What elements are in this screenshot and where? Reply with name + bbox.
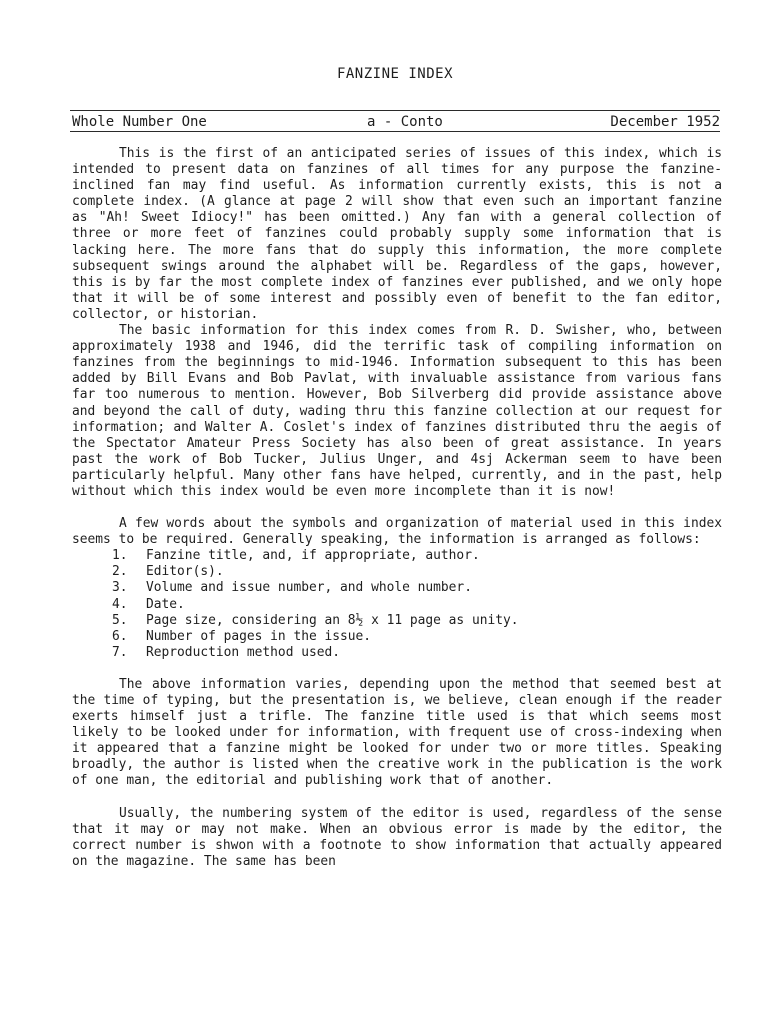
paragraph-sources: The basic information for this index comes from R. D. Swisher, who, between approximately 1938 and 1946, did the terrific task of compiling information on fanzines from the beginnings to mid-1946. Information subsequent to this has been added by Bill Evans and Bob Pavlat, with invaluable assistance from various fans far too numerous to mention. However, Bob Silverberg did provide assistance above and beyond the call of duty, wading thru this fanzine collection at our request for information; and Walter A. Coslet's index of fanzines distributed thru the aegis of the Spectator Amateur Press Society has also been of great assistance. In years past the work of Bob Tucker, Julius Unger, and 4sj Ackerman seem to have been particularly helpful. Many other fans have helped, currently, and in the past, help without which this index would be even more incomplete than it is now!: [72, 323, 722, 499]
header-rule-top: [70, 110, 720, 111]
list-item: 6. Number of pages in the issue.: [112, 628, 372, 644]
issue-number: Whole Number One: [72, 114, 207, 130]
document-body: [72, 146, 722, 870]
list-item: 2. Editor(s).: [112, 564, 224, 580]
list-item: 5. Page size, considering an 8½ x 11 page as unity.: [112, 612, 519, 628]
list-item: 7. Reproduction method used.: [112, 644, 341, 660]
list-item: 3. Volume and issue number, and whole number.: [112, 580, 472, 596]
paragraph-organization: A few words about the symbols and organization of material used in this index seems to be required. Generally speaking, the information is arranged as follows:: [72, 516, 722, 548]
header-rule-bottom: [70, 131, 720, 132]
list-item: 4. Date.: [112, 596, 185, 612]
document-title: FANZINE INDEX: [336, 66, 454, 82]
paragraph-presentation: The above information varies, depending upon the method that seemed best at the time of typing, but the presentation is, we believe, clean enough if the reader exerts himself just a trifle. The fanzine title used is that which seems most likely to be looked under for information, with frequent use of cross-indexing when it appeared that a fanzine might be looked for under two or more titles. Speaking broadly, the author is listed when the creative work in the publication is the work of one man, the editorial and publishing work that of another.: [72, 676, 722, 789]
list-item: 1. Fanzine title, and, if appropriate, author.: [112, 548, 480, 564]
paragraph-intro: This is the first of an anticipated series of issues of this index, which is intended to present data on fanzines of all times for any purpose the fanzine-inclined fan may find useful. As information currently exists, this is not a complete index. (A glance at page 2 will show that even such an important fanzine as "Ah! Sweet Idiocy!" has been omitted.) Any fan with a general collection of three or more feet of fanzines could probably supply some information that is lacking here. The more fans that do supply this information, the more complete subsequent swings around the alphabet will be. Regardless of the gaps, however, this is by far the most complete index of fanzines ever published, and we only hope that it will be of some interest and possibly even of benefit to the fan editor, collector, or historian.: [72, 146, 722, 322]
information-list: [72, 548, 722, 661]
paragraph-numbering: Usually, the numbering system of the editor is used, regardless of the sense that it may or may not make. When an obvious error is made by the editor, the correct number is shwon with a footnote to show information that actually appeared on the magazine. The same has been: [72, 805, 722, 869]
alphabet-range: a - Conto: [367, 114, 443, 130]
issue-date: December 1952: [610, 114, 720, 130]
